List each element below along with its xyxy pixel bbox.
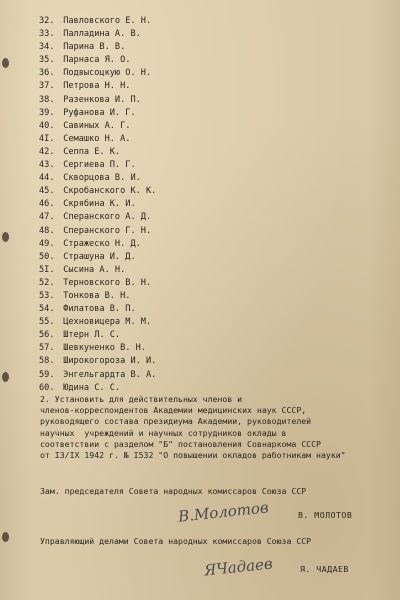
- salary-paragraph: [40, 394, 395, 461]
- list-item-name: Подвысоцкую О. Н.: [63, 68, 152, 79]
- list-item: [39, 342, 156, 355]
- signature-title-molotov: Зам. председателя Совета народных комиссаров Союза ССР: [40, 486, 307, 496]
- list-item-name: Скробанского К. К.: [63, 186, 157, 197]
- list-item-name: Скворцова В. И.: [63, 173, 141, 184]
- paragraph-line: 2. Установить для действительных членов и: [40, 394, 243, 404]
- list-item: [39, 120, 156, 133]
- list-item-number: 43.: [39, 160, 55, 171]
- list-item-number: 34.: [39, 42, 55, 53]
- list-item: [39, 316, 156, 329]
- list-item: [39, 185, 156, 198]
- list-item-name: Сперанского Г. Н.: [63, 225, 152, 236]
- punch-hole: [2, 532, 9, 542]
- list-item-name: Разенкова И. П.: [63, 94, 141, 105]
- list-item: [39, 264, 156, 277]
- list-item: [39, 238, 156, 251]
- list-item-number: 54.: [39, 304, 55, 315]
- list-item-number: 39.: [39, 107, 55, 118]
- paragraph-line: руководящего состава президиума Академии, руководителей: [40, 416, 312, 427]
- list-item: [39, 198, 156, 211]
- list-item: [39, 146, 156, 159]
- list-item-number: 55.: [39, 317, 55, 328]
- list-item-number: 32.: [39, 16, 55, 26]
- list-item-number: 4I.: [39, 133, 55, 144]
- punch-hole: [2, 232, 9, 242]
- list-item-name: Сергиева П. Г.: [63, 160, 136, 171]
- list-item-number: 50.: [39, 251, 55, 262]
- punch-hole: [2, 58, 9, 68]
- list-item: [39, 80, 156, 93]
- list-item-number: 46.: [39, 199, 55, 210]
- list-item-name: Сеппа Е. К.: [63, 146, 121, 157]
- list-item-number: 60.: [39, 382, 55, 393]
- list-item: [39, 290, 156, 303]
- list-item: [39, 159, 156, 172]
- list-item-number: 42.: [39, 146, 55, 157]
- list-item-name: Палладина А. В.: [63, 29, 141, 40]
- paragraph-line: членов-корреспондентов Академии медицинских наук СССР,: [40, 405, 307, 416]
- list-item-number: 35.: [39, 55, 55, 66]
- handwritten-signature-molotov: В.Молотов: [177, 498, 270, 526]
- list-item-name: Сысина А. Н.: [63, 264, 126, 275]
- list-item-name: Широкогороза И. И.: [63, 356, 157, 367]
- list-item-name: Стражеско Н. Д.: [63, 238, 141, 249]
- list-item: [39, 133, 156, 146]
- list-item-number: 48.: [39, 225, 55, 236]
- list-item-number: 5I.: [39, 264, 55, 275]
- list-item: [39, 211, 156, 224]
- list-item-number: 58.: [39, 356, 55, 367]
- list-item: [39, 355, 156, 368]
- list-item: [39, 94, 156, 107]
- handwritten-signature-chadaev: ЯЧадаев: [203, 554, 274, 580]
- list-item-name: Штерн Л. С.: [63, 330, 121, 341]
- list-item: [39, 369, 156, 382]
- list-item-number: 47.: [39, 212, 55, 223]
- list-item-name: Савиных А. Г.: [63, 120, 131, 131]
- list-item-name: Юдина С. С.: [63, 382, 121, 393]
- paragraph-line: от I3/IX 1942 г. № I532 "О повышении окладов работникам науки": [40, 450, 346, 461]
- list-item-number: 36.: [39, 68, 55, 79]
- list-item-number: 56.: [39, 330, 55, 341]
- list-item: [39, 28, 156, 41]
- paragraph-line: соответствии с разделом "Б" постановления Совнаркома СССР: [40, 438, 321, 449]
- list-item: [39, 41, 156, 54]
- list-item-number: 37.: [39, 81, 55, 92]
- list-item-name: Шевкуненко В. Н.: [63, 343, 146, 354]
- list-item: [39, 67, 156, 80]
- list-item-name: Скрябина К. И.: [63, 199, 136, 210]
- signature-title-chadaev: Управляющий делами Совета народных комиссаров Союза ССР: [40, 536, 312, 546]
- list-item-name: Руфанова И. Г.: [63, 107, 136, 118]
- list-item-name: Парина В. В.: [63, 42, 126, 53]
- list-item-name: Сперанского А. Д.: [63, 212, 152, 223]
- list-item: [39, 15, 156, 28]
- list-item-number: 38.: [39, 94, 55, 105]
- list-item-number: 45.: [39, 186, 55, 197]
- list-item-name: Терновского В. Н.: [63, 277, 152, 288]
- list-item: [39, 54, 156, 67]
- list-item-name: Энгельгардта В. А.: [63, 369, 157, 380]
- list-item-name: Павловского Е. Н.: [63, 16, 152, 26]
- list-item: [39, 107, 156, 120]
- list-item: [39, 329, 156, 342]
- list-item: [39, 225, 156, 238]
- list-item: [39, 277, 156, 290]
- list-item-number: 40.: [39, 120, 55, 131]
- list-item-number: 57.: [39, 343, 55, 354]
- list-item-name: Парнаса Я. О.: [63, 55, 131, 66]
- name-list: [39, 15, 156, 395]
- list-item-name: Семашко Н. А.: [63, 133, 131, 144]
- paragraph-line: научных учреждений и научных сотрудников оклады в: [40, 427, 287, 438]
- list-item: [39, 303, 156, 316]
- punch-hole: [2, 372, 9, 382]
- signatory-name-molotov: В. МОЛОТОВ: [298, 510, 353, 520]
- list-item-number: 49.: [39, 238, 55, 249]
- list-item-name: Страшуна И. Д.: [63, 251, 136, 262]
- list-item-number: 59.: [39, 369, 55, 380]
- list-item-number: 52.: [39, 277, 55, 288]
- list-item-number: 33.: [39, 29, 55, 40]
- list-item: [39, 172, 156, 185]
- list-item-number: 53.: [39, 290, 55, 301]
- list-item-name: Филатова В. П.: [63, 304, 136, 315]
- list-item: [39, 251, 156, 264]
- list-item: [39, 382, 156, 395]
- list-item-number: 44.: [39, 173, 55, 184]
- list-item-name: Тонкова В. Н.: [63, 290, 131, 301]
- list-item-name: Петрова Н. Н.: [63, 81, 131, 92]
- signatory-name-chadaev: Я. ЧАДАЕВ: [300, 564, 349, 574]
- list-item-name: Цехновицера М. М.: [63, 317, 152, 328]
